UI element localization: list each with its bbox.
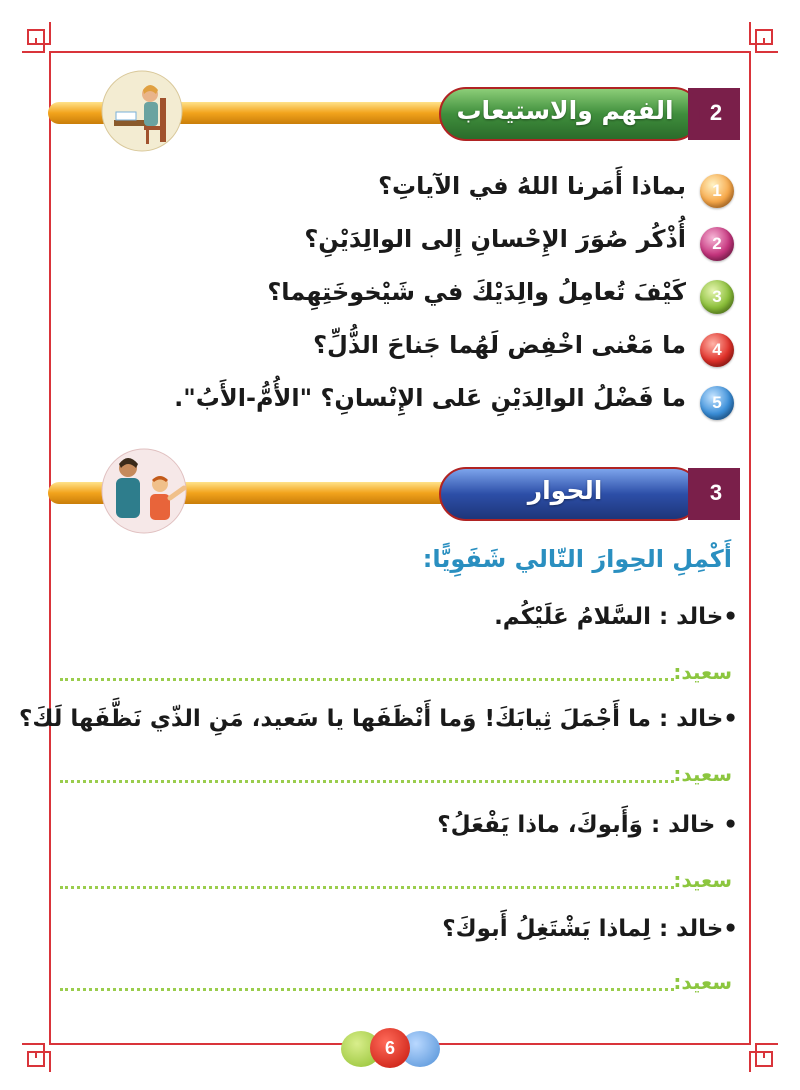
question-number-badge: 3 — [700, 280, 734, 314]
question-item-5 — [74, 380, 734, 426]
question-text: أُذْكُر صُوَرَ الإِحْسانِ إِلى الوالِدَيْنِ؟ — [304, 225, 686, 253]
question-text: ما فَضْلُ الوالِدَيْنِ عَلى الإِنْسانِ؟ "الأُمُّ-الأَبُ". — [174, 384, 686, 412]
response-line-1[interactable] — [60, 660, 732, 690]
response-label: سعيد: — [673, 660, 732, 684]
dialogue-line-2: •خالد : ما أَجْمَلَ ثِيابَكَ! وَما أَنْظَفَها يا سَعيد، مَنِ الذّي نَظَّفَها لَكَ؟ — [19, 706, 738, 732]
question-number-badge: 2 — [700, 227, 734, 261]
section2-title: الفهم والاستيعاب — [456, 96, 674, 125]
question-text: ما مَعْنى اخْفِض لَهُما جَناحَ الذُّلِّ؟ — [313, 331, 686, 359]
response-label: سعيد: — [673, 970, 732, 994]
question-item-1 — [74, 168, 734, 214]
response-line-2[interactable] — [60, 762, 732, 792]
response-blank[interactable] — [60, 678, 674, 681]
question-number-badge: 1 — [700, 174, 734, 208]
page-number: 6 — [370, 1028, 410, 1068]
dialogue-line-4: •خالد : لِماذا يَشْتَغِلُ أَبوكَ؟ — [442, 916, 738, 942]
question-item-4 — [74, 327, 734, 373]
section3-title: الحوار — [527, 476, 603, 505]
parent-and-child-icon — [94, 446, 194, 536]
response-line-4[interactable] — [60, 970, 732, 1000]
dialogue-line-1: •خالد : السَّلامُ عَلَيْكُم. — [494, 604, 738, 630]
question-number-badge: 5 — [700, 386, 734, 420]
response-blank[interactable] — [60, 988, 674, 991]
section2-number: 2 — [709, 100, 723, 125]
question-item-3 — [74, 274, 734, 320]
woman-reading-at-desk-icon — [94, 68, 190, 154]
dialogue-line-3: • خالد : وَأَبوكَ، ماذا يَفْعَلُ؟ — [437, 812, 738, 838]
dialogue-instruction: أَكْمِلِ الحِوارَ التّالي شَفَوِيًّا: — [422, 545, 732, 573]
response-blank[interactable] — [60, 780, 674, 783]
response-blank[interactable] — [60, 886, 674, 889]
section3-number: 3 — [709, 480, 723, 505]
question-item-2 — [74, 221, 734, 267]
response-line-3[interactable] — [60, 868, 732, 898]
question-number-badge: 4 — [700, 333, 734, 367]
question-text: بماذا أَمَرنا اللهُ في الآياتِ؟ — [378, 172, 686, 200]
response-label: سعيد: — [673, 762, 732, 786]
question-text: كَيْفَ تُعامِلُ والِدَيْكَ في شَيْخوخَتِهِما؟ — [267, 278, 686, 306]
response-label: سعيد: — [673, 868, 732, 892]
